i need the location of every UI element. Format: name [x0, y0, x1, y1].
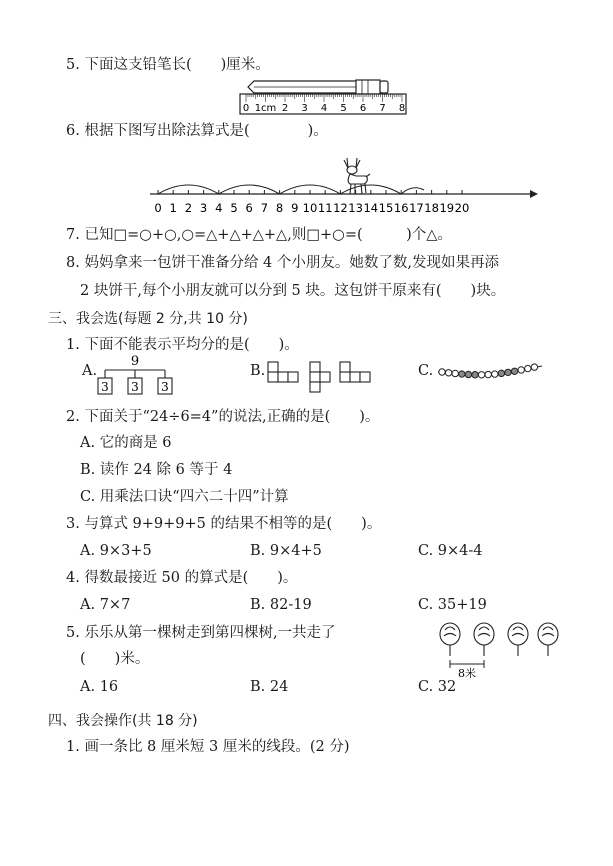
ruler-label: 6	[359, 103, 367, 114]
ruler-label: 8	[398, 103, 406, 114]
number-line-label: 16	[393, 201, 409, 215]
s3-question-5-line-2: ( )米。	[80, 651, 150, 667]
number-line-label: 7	[260, 201, 269, 215]
tree-icon	[508, 623, 528, 656]
bead-icon	[531, 364, 537, 370]
deer-icon	[344, 158, 370, 194]
number-line-label: 20	[454, 201, 470, 215]
tree-icon	[474, 623, 494, 656]
s3-q3-option-b: B. 9×4+5	[250, 543, 322, 559]
diagram-part-2: 3	[131, 380, 139, 394]
bead-string-figure	[436, 362, 546, 386]
ruler-label: 7	[379, 103, 386, 114]
s3-q2-option-a: A. 它的商是 6	[80, 435, 172, 451]
bead-icon	[439, 369, 445, 375]
ruler-label: 4	[320, 103, 328, 114]
tree-distance-label: 8米	[458, 667, 476, 680]
s3-q2-option-c: C. 用乘法口诀“四六二十四”计算	[80, 489, 289, 505]
s3-q4-option-b: B. 82-19	[250, 597, 312, 613]
number-line-label: 4	[215, 201, 223, 215]
question-8-line-1: 8. 妈妈拿来一包饼干准备分给 4 个小朋友。她数了数,发现如果再添	[66, 255, 499, 271]
s3-question-2-text: 2. 下面关于“24÷6=4”的说法,正确的是( )。	[66, 409, 380, 425]
diagram-top-number: 9	[130, 354, 140, 369]
ruler-label: 2	[281, 103, 289, 114]
number-line-label: 0	[154, 201, 162, 215]
ruler-label: 5	[340, 103, 347, 114]
number-line-label: 10	[302, 201, 318, 215]
section-3-title: 三、我会选(每题 2 分,共 10 分)	[48, 311, 248, 327]
number-line-label: 5	[230, 201, 238, 215]
s3-q4-option-c: C. 35+19	[418, 597, 487, 613]
number-line-label: 15	[378, 201, 394, 215]
jump-arc	[401, 188, 424, 194]
s3-q5-option-a: A. 16	[80, 679, 119, 695]
number-line-label: 9	[291, 201, 299, 215]
s3-q5-option-c: C. 32	[418, 679, 457, 695]
bead-icon	[511, 368, 517, 374]
bead-icon	[492, 371, 498, 377]
bead-icon	[465, 371, 471, 377]
s3-q3-option-a: A. 9×3+5	[80, 543, 152, 559]
number-line-label: 1	[169, 201, 177, 215]
s3-q5-option-b: B. 24	[250, 679, 289, 695]
question-8-line-2: 2 块饼干,每个小朋友就可以分到 5 块。这包饼干原来有( )块。	[80, 283, 506, 299]
diagram-part-3: 3	[161, 380, 169, 394]
s3-q2-option-b: B. 读作 24 除 6 等于 4	[80, 462, 233, 478]
number-line-label: 18	[424, 201, 439, 215]
diagram-part-1: 3	[101, 380, 109, 394]
number-line-figure	[150, 150, 550, 220]
bead-icon	[525, 365, 531, 371]
number-line-label: 14	[363, 201, 379, 215]
number-line-label: 11	[317, 201, 333, 215]
number-line-label: 3	[199, 201, 208, 215]
tree-icon	[538, 623, 558, 656]
s3-q1-option-b-label: B.	[250, 363, 266, 379]
ruler-icon	[240, 94, 406, 114]
tree-diagram-9-3-3-3	[97, 354, 177, 404]
bead-icon	[518, 367, 524, 373]
ruler-label: 0	[242, 103, 250, 114]
s3-q1-option-c-label: C.	[418, 363, 434, 379]
question-5-text: 5. 下面这支铅笔长( )厘米。	[66, 57, 270, 73]
bead-icon	[452, 370, 458, 376]
s3-question-1-text: 1. 下面不能表示平均分的是( )。	[66, 337, 299, 353]
s3-q1-option-a-label: A.	[82, 363, 98, 379]
s3-question-5-line-1: 5. 乐乐从第一棵树走到第四棵树,一共走了	[66, 625, 336, 641]
pencil-icon	[248, 80, 388, 94]
bead-icon	[505, 369, 511, 375]
bead-icon	[478, 372, 484, 378]
number-line-label: 13	[348, 201, 363, 215]
question-6-text: 6. 根据下图写出除法算式是( )。	[66, 123, 328, 139]
square-shapes-figure	[268, 360, 388, 396]
s3-question-4-text: 4. 得数最接近 50 的算式是( )。	[66, 570, 298, 586]
bead-icon	[459, 371, 465, 377]
ruler-label: 1cm	[254, 103, 277, 114]
number-line-label: 2	[184, 201, 193, 215]
number-line-label: 19	[439, 201, 455, 215]
pencil-ruler-figure	[238, 76, 418, 116]
bead-icon	[472, 372, 478, 378]
s4-question-1-text: 1. 画一条比 8 厘米短 3 厘米的线段。(2 分)	[66, 739, 350, 755]
trees-figure	[438, 620, 558, 680]
s3-q4-option-a: A. 7×7	[80, 597, 131, 613]
number-line-label: 12	[333, 201, 348, 215]
s3-question-3-text: 3. 与算式 9+9+9+5 的结果不相等的是( )。	[66, 516, 382, 532]
number-line-label: 6	[245, 201, 253, 215]
s3-q3-option-c: C. 9×4-4	[418, 543, 483, 559]
section-4-title: 四、我会操作(共 18 分)	[48, 713, 198, 729]
tree-icon	[440, 623, 460, 656]
bead-icon	[498, 370, 504, 376]
ruler-label: 3	[301, 103, 308, 114]
bead-icon	[445, 370, 451, 376]
bead-icon	[485, 371, 491, 377]
number-line-label: 17	[409, 201, 424, 215]
question-7-text: 7. 已知□=○+○,○=△+△+△+△,则□+○=( )个△。	[66, 227, 452, 243]
number-line-label: 8	[275, 201, 284, 215]
